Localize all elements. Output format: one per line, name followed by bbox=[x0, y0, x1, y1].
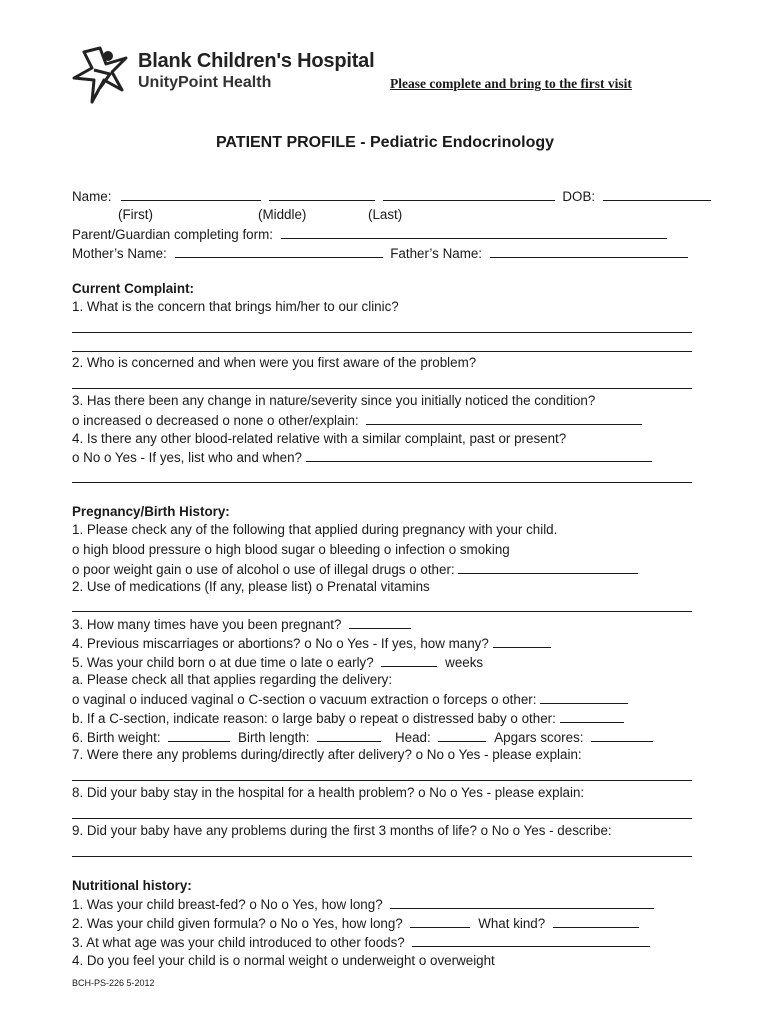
delivery-options[interactable]: o vaginal o induced vaginal o C-section o vacuum extraction o forceps o other: bbox=[72, 692, 537, 707]
mother-name-field[interactable] bbox=[175, 244, 383, 258]
formula-kind-label: What kind? bbox=[478, 916, 546, 931]
pregnancy-q4[interactable]: 4. Previous miscarriages or abortions? o No o Yes - If yes, how many? bbox=[72, 636, 489, 651]
head-field[interactable] bbox=[438, 728, 486, 742]
csection-reason-options[interactable]: b. If a C-section, indicate reason: o large baby o repeat o distressed baby o other: bbox=[72, 711, 556, 726]
pregnancy-q7-answer-line[interactable] bbox=[72, 780, 692, 781]
father-label: Father’s Name: bbox=[390, 246, 483, 261]
complaint-q1: 1. What is the concern that brings him/her to our clinic? bbox=[72, 299, 399, 314]
nutrition-q1[interactable]: 1. Was your child breast-fed? o No o Yes, how long? bbox=[72, 897, 383, 912]
complaint-q3-options[interactable]: o increased o decreased o none o other/explain: bbox=[72, 413, 359, 428]
bring-notice: Please complete and bring to the first visit bbox=[390, 76, 632, 91]
apgar-field[interactable] bbox=[591, 728, 653, 742]
other-foods-age-field[interactable] bbox=[412, 933, 650, 947]
form-code: BCH-PS-226 5-2012 bbox=[72, 978, 155, 988]
birth-length-field[interactable] bbox=[317, 728, 381, 742]
hospital-logo-text bbox=[138, 50, 374, 94]
nutrition-q4[interactable]: 4. Do you feel your child is o normal weight o underweight o overweight bbox=[72, 953, 495, 968]
complaint-q3-options-row bbox=[72, 411, 642, 430]
pregnancy-qa-options-row bbox=[72, 690, 628, 709]
pregnancy-heading: Pregnancy/Birth History: bbox=[72, 504, 230, 519]
pregnancy-q7[interactable]: 7. Were there any problems during/directly after delivery? o No o Yes - please explain: bbox=[72, 747, 582, 762]
father-name-field[interactable] bbox=[490, 244, 688, 258]
nutrition-q1-row bbox=[72, 895, 654, 914]
middle-name-field[interactable] bbox=[269, 187, 375, 201]
middle-caption: (Middle) bbox=[258, 207, 307, 222]
guardian-label: Parent/Guardian completing form: bbox=[72, 227, 273, 242]
complaint-q1-answer-line-1[interactable] bbox=[72, 332, 692, 333]
dob-label: DOB: bbox=[562, 189, 596, 204]
birth-weight-label: 6. Birth weight: bbox=[72, 730, 161, 745]
complaint-q4: 4. Is there any other blood-related relative with a similar complaint, past or present? bbox=[72, 431, 567, 446]
birth-measures-row bbox=[72, 728, 653, 747]
pregnancy-q1-options-a[interactable]: o high blood pressure o high blood sugar o bleeding o infection o smoking bbox=[72, 542, 510, 557]
last-name-field[interactable] bbox=[383, 187, 555, 201]
complaint-q1-answer-line-2[interactable] bbox=[72, 351, 692, 352]
pregnancy-q3-row bbox=[72, 615, 411, 634]
complaint-q2-answer-line[interactable] bbox=[72, 388, 692, 389]
birth-length-label: Birth length: bbox=[238, 730, 310, 745]
complaint-q4-answer-line[interactable] bbox=[72, 482, 692, 483]
pregnancy-qa: a. Please check all that applies regarding the delivery: bbox=[72, 672, 393, 687]
formula-kind-field[interactable] bbox=[553, 914, 639, 928]
complaint-heading: Current Complaint: bbox=[72, 281, 194, 296]
pregnancy-q8-answer-line[interactable] bbox=[72, 818, 692, 819]
first-name-field[interactable] bbox=[121, 187, 261, 201]
last-caption: (Last) bbox=[368, 207, 403, 222]
apgar-label: Apgars scores: bbox=[494, 730, 584, 745]
guardian-row bbox=[72, 225, 667, 244]
parents-row bbox=[72, 244, 688, 263]
pregnancy-other-field[interactable] bbox=[458, 560, 638, 574]
guardian-field[interactable] bbox=[281, 225, 667, 239]
page-title: PATIENT PROFILE - Pediatric Endocrinology bbox=[215, 134, 555, 151]
pregnancy-q9[interactable]: 9. Did your baby have any problems during the first 3 months of life? o No o Yes - describe: bbox=[72, 823, 612, 838]
birth-weight-field[interactable] bbox=[168, 728, 230, 742]
name-label: Name: bbox=[72, 189, 112, 204]
complaint-q3: 3. Has there been any change in nature/severity since you initially noticed the condition? bbox=[72, 393, 596, 408]
name-row bbox=[72, 187, 711, 206]
pregnancy-q9-answer-line[interactable] bbox=[72, 856, 692, 857]
nutrition-q2-row bbox=[72, 914, 639, 933]
pregnancy-q1: 1. Please check any of the following that applied during pregnancy with your child. bbox=[72, 522, 558, 537]
csection-other-field[interactable] bbox=[560, 709, 624, 723]
logo-name: Blank Children's Hospital bbox=[138, 50, 375, 72]
pregnancy-q5[interactable]: 5. Was your child born o at due time o late o early? bbox=[72, 655, 374, 670]
delivery-other-field[interactable] bbox=[540, 690, 628, 704]
complaint-q2: 2. Who is concerned and when were you first aware of the problem? bbox=[72, 355, 477, 370]
pregnancy-q2[interactable]: 2. Use of medications (If any, please list) o Prenatal vitamins bbox=[72, 579, 430, 594]
pregnancy-q5-row bbox=[72, 653, 483, 672]
hospital-star-logo-icon bbox=[70, 44, 132, 106]
pregnancy-q3: 3. How many times have you been pregnant? bbox=[72, 617, 342, 632]
pregnancy-q2-answer-line[interactable] bbox=[72, 611, 692, 612]
pregnancy-count-field[interactable] bbox=[349, 615, 411, 629]
pregnancy-q4-row bbox=[72, 634, 551, 653]
complaint-q4-options[interactable]: o No o Yes - If yes, list who and when? bbox=[72, 450, 303, 465]
pregnancy-q8[interactable]: 8. Did your baby stay in the hospital for a health problem? o No o Yes - please explain: bbox=[72, 785, 585, 800]
weeks-field[interactable] bbox=[381, 653, 437, 667]
head-label: Head: bbox=[394, 730, 431, 745]
pregnancy-qb-row bbox=[72, 709, 624, 728]
dob-field[interactable] bbox=[603, 187, 711, 201]
pregnancy-q1-options-b[interactable]: o poor weight gain o use of alcohol o use of illegal drugs o other: bbox=[72, 562, 455, 577]
logo-subname: UnityPoint Health bbox=[138, 74, 272, 91]
complaint-q4-options-row bbox=[72, 448, 652, 467]
miscarriage-count-field[interactable] bbox=[493, 634, 551, 648]
mother-label: Mother’s Name: bbox=[72, 246, 167, 261]
formula-duration-field[interactable] bbox=[410, 914, 470, 928]
pregnancy-q1-options-b-row bbox=[72, 560, 638, 579]
breastfed-duration-field[interactable] bbox=[390, 895, 654, 909]
first-caption: (First) bbox=[118, 207, 153, 222]
nutrition-q3-row bbox=[72, 933, 650, 952]
complaint-q4-who-field[interactable] bbox=[306, 448, 652, 462]
nutrition-q2[interactable]: 2. Was your child given formula? o No o Yes, how long? bbox=[72, 916, 403, 931]
nutrition-q3: 3. At what age was your child introduced to other foods? bbox=[72, 935, 405, 950]
nutrition-heading: Nutritional history: bbox=[72, 878, 192, 893]
complaint-q3-explain-field[interactable] bbox=[366, 411, 642, 425]
weeks-unit: weeks bbox=[445, 655, 484, 670]
